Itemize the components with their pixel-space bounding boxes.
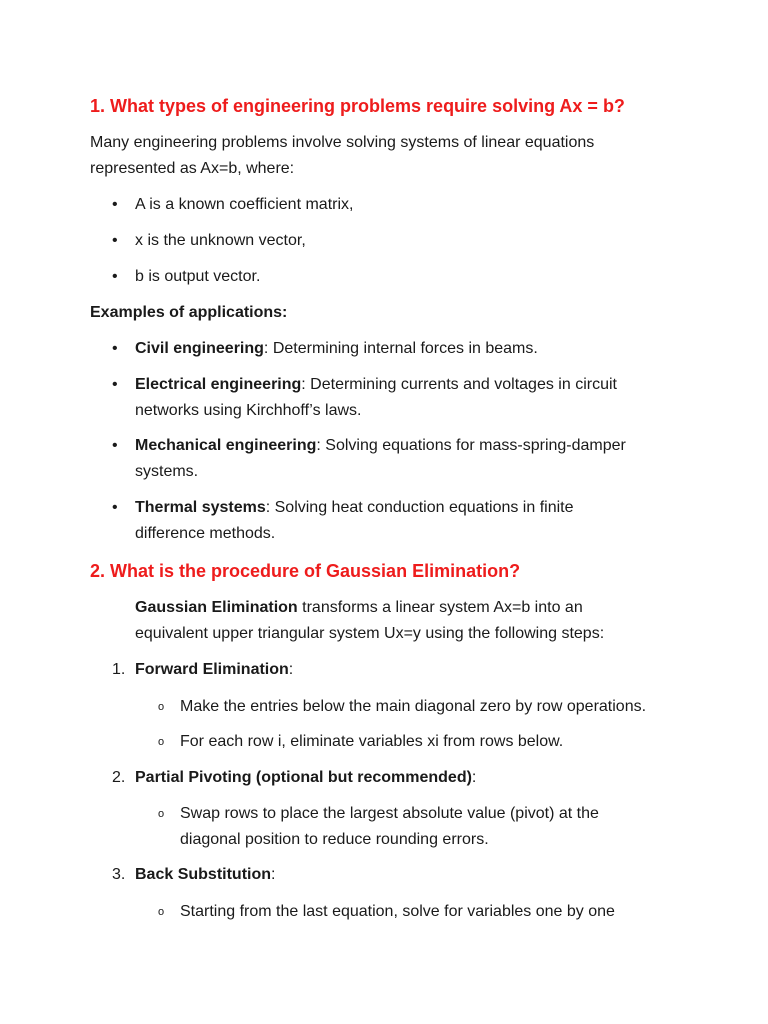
bullet-icon: • (112, 268, 118, 285)
bullet-icon: • (112, 232, 118, 249)
example-item (135, 433, 675, 485)
example-item (135, 336, 675, 362)
step-title (135, 657, 675, 683)
section-1-intro (90, 130, 670, 182)
example-text-continued: difference methods. (135, 525, 276, 542)
step-number: 3. (112, 866, 126, 883)
step-title-suffix: : (471, 769, 477, 786)
step-subitem-line: Swap rows to place the largest absolute value (pivot) at the (180, 805, 599, 822)
intro-line-2: represented as Ax=b, where: (90, 160, 295, 177)
step-title-bold: Partial Pivoting (optional but recommended) (135, 769, 472, 786)
step-title-bold: Forward Elimination (135, 661, 289, 678)
step-number: 1. (112, 661, 126, 678)
example-term: Thermal systems (135, 499, 266, 516)
circle-bullet-icon: o (158, 736, 165, 748)
step-number: 2. (112, 769, 126, 786)
circle-bullet-icon: o (158, 906, 165, 918)
section-2-heading: 2. What is the procedure of Gaussian Elimination? (90, 561, 521, 581)
step-title (135, 765, 675, 791)
example-term: Mechanical engineering (135, 437, 317, 454)
example-item (135, 372, 675, 424)
example-text-continued: networks using Kirchhoff’s laws. (135, 402, 362, 419)
example-text: : Solving heat conduction equations in finite (265, 499, 574, 516)
bullet-icon: • (112, 196, 118, 213)
intro-text-continued: equivalent upper triangular system Ux=y using the following steps: (135, 625, 605, 642)
example-text: : Solving equations for mass-spring-damper (316, 437, 626, 454)
example-text: : Determining currents and voltages in circuit (301, 376, 617, 393)
step-title-bold: Back Substitution (135, 866, 272, 883)
intro-term: Gaussian Elimination (135, 599, 298, 616)
step-subitem: For each row i, eliminate variables xi from rows below. (180, 733, 564, 750)
example-text-continued: systems. (135, 463, 199, 480)
section-2-intro (135, 595, 675, 647)
step-subitem: Starting from the last equation, solve for variables one by one (180, 903, 615, 920)
step-subitem (180, 801, 680, 853)
bullet-icon: • (112, 437, 118, 454)
intro-text: transforms a linear system Ax=b into an (297, 599, 583, 616)
definition-item: A is a known coefficient matrix, (135, 196, 354, 213)
example-text: : Determining internal forces in beams. (263, 340, 538, 357)
step-subitem: Make the entries below the main diagonal zero by row operations. (180, 698, 647, 715)
step-title-suffix: : (271, 866, 276, 883)
circle-bullet-icon: o (158, 808, 165, 820)
bullet-icon: • (112, 499, 118, 516)
example-term: Electrical engineering (135, 376, 302, 393)
definition-item: b is output vector. (135, 268, 261, 285)
bullet-icon: • (112, 340, 118, 357)
step-subitem-line: diagonal position to reduce rounding errors. (180, 831, 489, 848)
intro-line-1: Many engineering problems involve solving systems of linear equations (90, 134, 595, 151)
section-1-heading: 1. What types of engineering problems require solving Ax = b? (90, 96, 625, 116)
examples-label: Examples of applications: (90, 304, 288, 321)
example-item (135, 495, 675, 547)
step-title-suffix: : (288, 661, 294, 678)
bullet-icon: • (112, 376, 118, 393)
definition-item: x is the unknown vector, (135, 232, 306, 249)
example-term: Civil engineering (135, 340, 264, 357)
step-title (135, 862, 675, 888)
circle-bullet-icon: o (158, 701, 165, 713)
